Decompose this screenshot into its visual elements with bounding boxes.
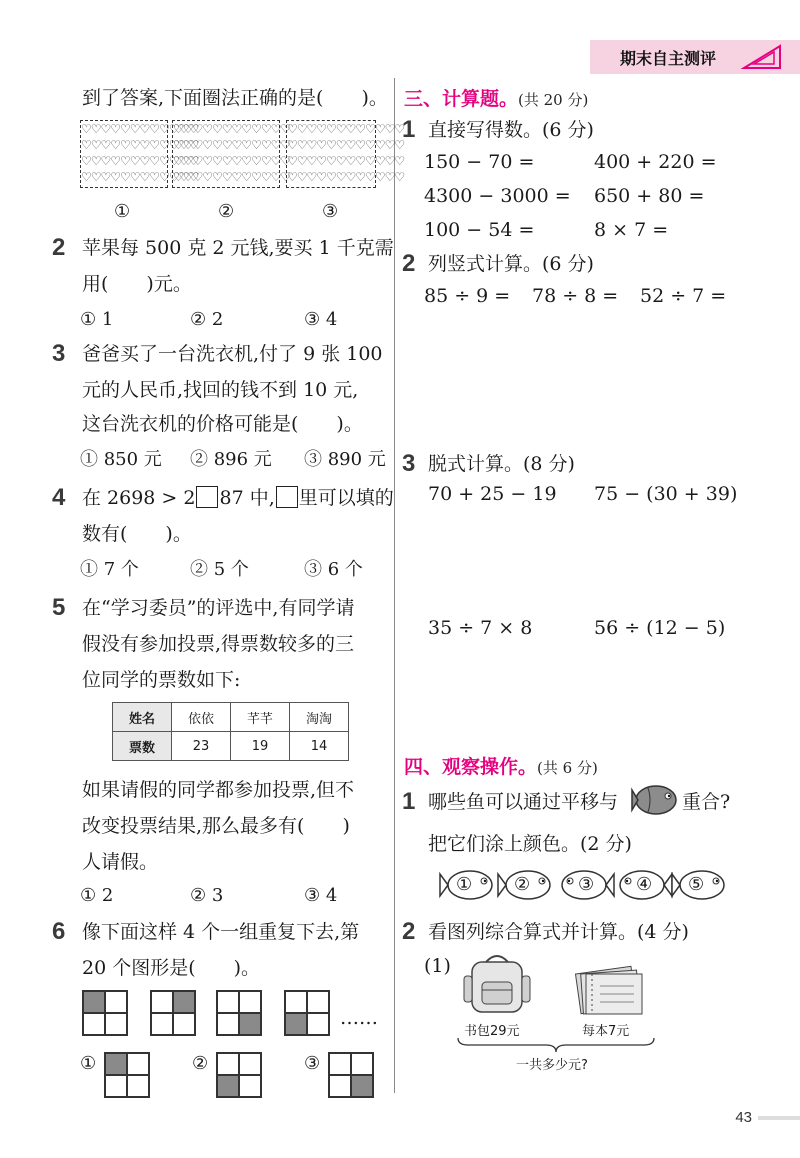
bag-price-label: 书包29元 — [464, 1024, 520, 1039]
q6-option-2[interactable]: ② — [192, 1053, 209, 1074]
table-cell: 姓名 — [113, 703, 172, 732]
c1-item-6: 8 × 7 = — [594, 219, 669, 241]
reference-fish-icon — [632, 782, 684, 818]
q3-line2: 元的人民币,找回的钱不到 10 元, — [82, 379, 359, 401]
q4-number: 4 — [52, 484, 66, 511]
c1-item-5: 100 − 54 = — [424, 219, 535, 241]
pattern-figure-2 — [150, 990, 196, 1036]
q6-option-1-figure — [104, 1052, 150, 1098]
q1-hearts-option-3: ♡♡♡♡♡♡♡♡♡♡♡♡ ♡♡♡♡♡♡♡♡♡♡♡♡ ♡♡♡♡♡♡♡♡♡♡♡♡ ♡♡♡♡♡♡♡♡♡♡♡♡ — [286, 120, 376, 188]
o1-number: 1 — [402, 788, 416, 815]
q5-option-1[interactable]: ① 2 — [80, 885, 114, 906]
c3-title: 脱式计算。(8 分) — [428, 453, 575, 475]
o2-number: 2 — [402, 918, 416, 945]
q5-option-3[interactable]: ③ 4 — [304, 885, 338, 906]
votes-table — [112, 702, 349, 761]
q6-option-3[interactable]: ③ — [304, 1053, 321, 1074]
q2-option-1[interactable]: ① 1 — [80, 309, 114, 330]
q5-line4: 如果请假的同学都参加投票,但不 — [82, 779, 355, 801]
pattern-figure-4 — [284, 990, 330, 1036]
table-cell: 14 — [290, 732, 349, 761]
fish-5[interactable]: ⑤ — [672, 868, 730, 906]
q6-line2: 20 个图形是( )。 — [82, 957, 261, 979]
q5-line2: 假没有参加投票,得票数较多的三 — [82, 633, 355, 655]
q6-number: 6 — [52, 918, 66, 945]
o1-line2: 把它们涂上颜色。(2 分) — [428, 833, 632, 855]
c1-item-1: 150 − 70 = — [424, 151, 535, 173]
q5-line3: 位同学的票数如下: — [82, 669, 241, 691]
c2-item-1: 85 ÷ 9 = — [424, 285, 511, 307]
q6-option-2-figure — [216, 1052, 262, 1098]
table-cell: 芊芊 — [231, 703, 290, 732]
q6-option-1[interactable]: ① — [80, 1053, 97, 1074]
table-cell: 23 — [172, 732, 231, 761]
q1-option-1[interactable]: ① — [114, 201, 131, 222]
book-price-label: 每本7元 — [582, 1024, 630, 1039]
c2-title: 列竖式计算。(6 分) — [428, 253, 594, 275]
blank-box — [276, 486, 298, 508]
q2-option-2[interactable]: ② 2 — [190, 309, 224, 330]
brace — [456, 1036, 656, 1054]
q4-line1: 在 2698 > 2 87 中, 里可以填的 — [82, 487, 394, 509]
q1-hearts-option-2: ♡♡♡♡♡♡♡♡♡♡♡♡ ♡♡♡♡♡♡♡♡♡♡♡♡ ♡♡♡♡♡♡♡♡♡♡♡♡ ♡♡♡♡♡♡♡♡♡♡♡♡ — [172, 120, 280, 188]
q5-option-2[interactable]: ② 3 — [190, 885, 224, 906]
c3-number: 3 — [402, 450, 416, 477]
fish-1[interactable]: ① — [440, 868, 498, 906]
ruler-triangle-icon — [740, 42, 784, 72]
table-cell: 19 — [231, 732, 290, 761]
pattern-figure-1 — [82, 990, 128, 1036]
q4-line2: 数有( )。 — [82, 523, 192, 545]
c2-number: 2 — [402, 250, 416, 277]
q1-tail: 到了答案,下面圈法正确的是( )。 — [82, 87, 388, 109]
c1-item-2: 400 + 220 = — [594, 151, 717, 173]
c2-item-3: 52 ÷ 7 = — [640, 285, 727, 307]
c1-number: 1 — [402, 116, 416, 143]
q6-line1: 像下面这样 4 个一组重复下去,第 — [82, 921, 360, 943]
q3-line3: 这台洗衣机的价格可能是( )。 — [82, 413, 363, 435]
q1-option-3[interactable]: ③ — [322, 201, 339, 222]
q3-number: 3 — [52, 340, 66, 367]
q2-number: 2 — [52, 234, 66, 261]
table-cell: 票数 — [113, 732, 172, 761]
header-title: 期末自主测评 — [620, 49, 717, 68]
table-cell: 淘淘 — [290, 703, 349, 732]
q6-option-3-figure — [328, 1052, 374, 1098]
q2-line1: 苹果每 500 克 2 元钱,要买 1 千克需 — [82, 237, 394, 259]
q4-option-1[interactable]: ① 7 个 — [80, 559, 139, 580]
table-cell: 依依 — [172, 703, 231, 732]
fish-4[interactable]: ④ — [614, 868, 672, 906]
section-3-heading: 三、计算题。(共 20 分) — [404, 88, 589, 110]
q5-line5: 改变投票结果,那么最多有( ) — [82, 815, 350, 837]
fish-2[interactable]: ② — [498, 868, 556, 906]
fish-row — [440, 868, 740, 908]
page-header — [590, 40, 800, 74]
o2-sub: (1) — [424, 955, 451, 977]
q3-option-2[interactable]: ② 896 元 — [190, 449, 272, 470]
question-label: 一共多少元? — [516, 1058, 588, 1073]
q3-option-1[interactable]: ① 850 元 — [80, 449, 162, 470]
c1-title: 直接写得数。(6 分) — [428, 119, 594, 141]
q5-number: 5 — [52, 594, 66, 621]
q2-line2: 用( )元。 — [82, 273, 192, 295]
c1-item-3: 4300 − 3000 = — [424, 185, 571, 207]
q5-line6: 人请假。 — [82, 851, 159, 873]
c3-item-4: 56 ÷ (12 − 5) — [594, 617, 726, 639]
q4-option-2[interactable]: ② 5 个 — [190, 559, 249, 580]
backpack-icon — [462, 952, 532, 1016]
o1-line1-pre: 哪些鱼可以通过平移与 — [428, 791, 619, 813]
q2-option-3[interactable]: ③ 4 — [304, 309, 338, 330]
c1-item-4: 650 + 80 = — [594, 185, 705, 207]
q1-hearts-option-1: ♡♡♡♡♡♡♡♡♡♡♡♡ ♡♡♡♡♡♡♡♡♡♡♡♡ ♡♡♡♡♡♡♡♡♡♡♡♡ ♡♡♡♡♡♡♡♡♡♡♡♡ — [80, 120, 168, 188]
table-row — [113, 732, 349, 761]
notebook-stack-icon — [570, 966, 650, 1016]
blank-box[interactable] — [196, 486, 218, 508]
section-4-heading: 四、观察操作。(共 6 分) — [404, 756, 598, 778]
page-tab-bar — [758, 1116, 800, 1120]
q4-option-3[interactable]: ③ 6 个 — [304, 559, 363, 580]
o1-line1-post: 重合? — [682, 791, 731, 813]
pattern-ellipsis: …… — [340, 1007, 378, 1029]
table-row — [113, 703, 349, 732]
c3-item-2: 75 − (30 + 39) — [594, 483, 738, 505]
q1-option-2[interactable]: ② — [218, 201, 235, 222]
c3-item-3: 35 ÷ 7 × 8 — [428, 617, 533, 639]
q3-line1: 爸爸买了一台洗衣机,付了 9 张 100 — [82, 343, 383, 365]
page-number: 43 — [735, 1109, 752, 1126]
column-divider — [394, 78, 395, 1093]
o2-title: 看图列综合算式并计算。(4 分) — [428, 921, 689, 943]
fish-3[interactable]: ③ — [556, 868, 614, 906]
c2-item-2: 78 ÷ 8 = — [532, 285, 619, 307]
c3-item-1: 70 + 25 − 19 — [428, 483, 557, 505]
pattern-figure-3 — [216, 990, 262, 1036]
q3-option-3[interactable]: ③ 890 元 — [304, 449, 386, 470]
q5-line1: 在“学习委员”的评选中,有同学请 — [82, 597, 355, 619]
